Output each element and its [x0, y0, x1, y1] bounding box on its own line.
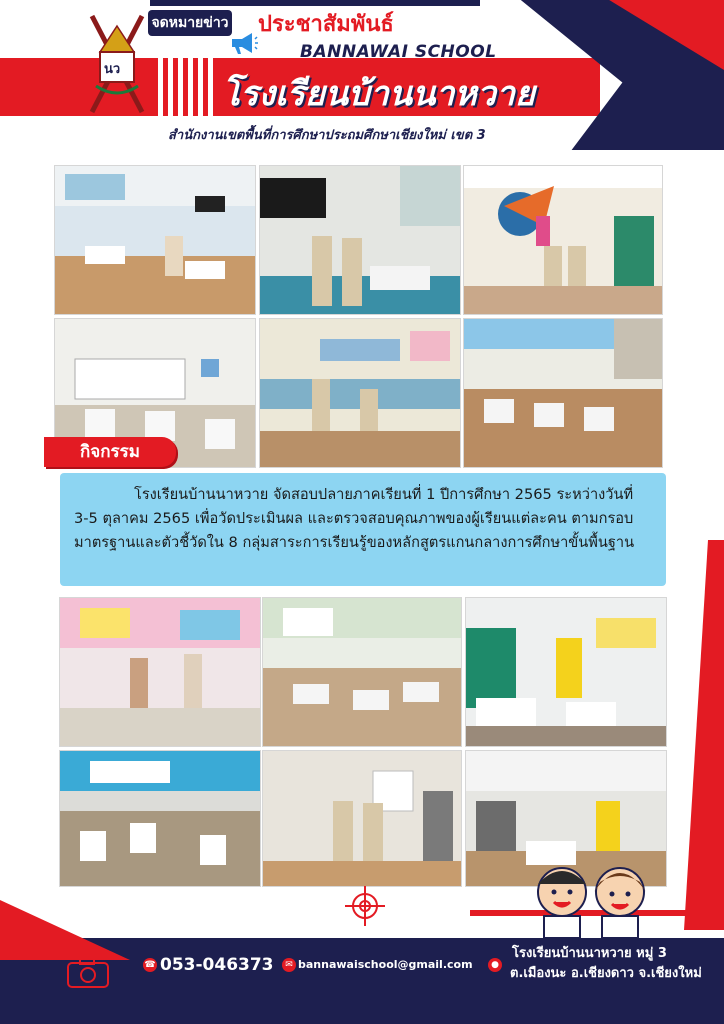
- office-name: สำนักงานเขตพื้นที่การศึกษาประถมศึกษาเชียงใหม่ เขต 3: [168, 128, 486, 143]
- location-pin-icon: ●: [488, 958, 502, 972]
- side-red-strip: [684, 540, 724, 930]
- footer-address-1: โรงเรียนบ้านนาหวาย หมู่ 3: [512, 946, 667, 961]
- classroom-photo-6: [463, 318, 663, 468]
- phone-icon: ☎: [144, 960, 156, 970]
- classroom-photo-7: [59, 597, 261, 747]
- footer-address-2: ต.เมืองนะ อ.เชียงดาว จ.เชียงใหม่: [510, 966, 702, 981]
- mascot-illustration: [520, 858, 660, 938]
- classroom-photo-3: [463, 165, 663, 315]
- classroom-photo-5: [259, 318, 461, 468]
- footer-phone: 053-046373: [160, 955, 274, 975]
- pr-title: ประชาสัมพันธ์: [258, 12, 394, 37]
- classroom-photo-8: [262, 597, 462, 747]
- email-icon: ✉: [282, 958, 296, 972]
- footer-email: bannawaischool@gmail.com: [298, 958, 473, 971]
- activity-label: กิจกรรม: [44, 437, 176, 467]
- activity-description-box: [60, 473, 666, 586]
- activity-description: โรงเรียนบ้านนาหวาย จัดสอบปลายภาคเรียนที่ 1 ปีการศึกษา 2565 ระหว่างวันที่ 3-5 ตุลาคม 2565 เพื่อวัดประเมินผล และตรวจสอบคุณภาพของผู้เรียนแต่ละคน ตามกรอบมาตรฐานและตัวชี้วัดใน 8 กลุ่มสาระการเรียนรู้ของหลักสูตรแกนกลางการศึกษาขั้นพื้นฐาน: [74, 486, 635, 551]
- target-icon: [345, 886, 385, 926]
- header-stripes: [158, 58, 214, 116]
- megaphone-icon: [228, 30, 258, 56]
- newsletter-tag: จดหมายข่าว: [148, 10, 232, 36]
- classroom-photo-11: [262, 750, 462, 887]
- footer-red-triangle: [0, 900, 130, 960]
- logo-letters: นว: [104, 62, 121, 77]
- classroom-photo-9: [465, 597, 667, 747]
- camera-icon: [66, 955, 110, 989]
- classroom-photo-10: [59, 750, 261, 887]
- classroom-photo-2: [259, 165, 461, 315]
- classroom-photo-1: [54, 165, 256, 315]
- school-name-en: BANNAWAI SCHOOL: [300, 42, 497, 62]
- school-name-th: โรงเรียนบ้านนาหวาย: [222, 74, 535, 114]
